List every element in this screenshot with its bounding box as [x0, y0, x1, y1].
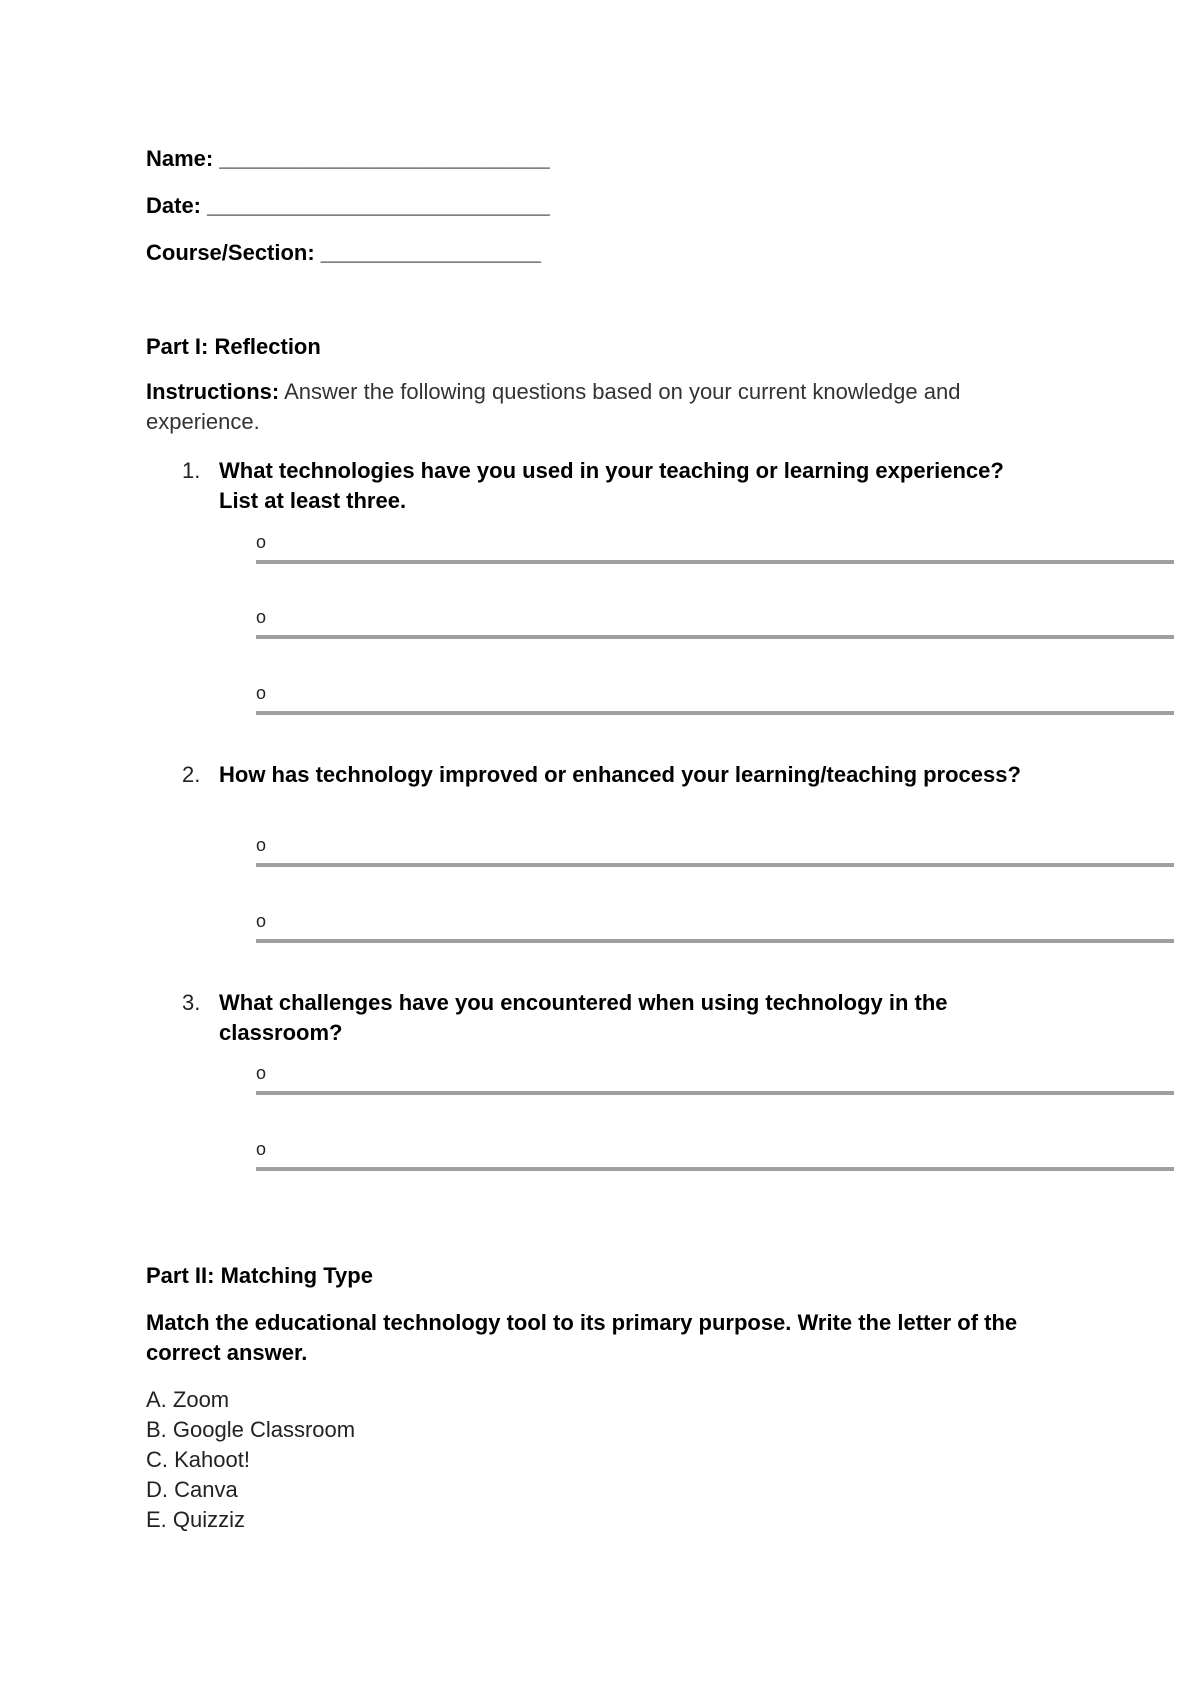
- bullet-marker: o: [256, 1063, 267, 1083]
- bullet-marker: o: [256, 911, 267, 931]
- answer-line-1-2[interactable]: [256, 607, 1174, 639]
- question-3-number: 3.: [182, 990, 201, 1015]
- answer-underline: [256, 1091, 1174, 1095]
- answer-line-3-1[interactable]: [256, 1063, 1174, 1095]
- question-1-number: 1.: [182, 458, 201, 483]
- part2-title: Part II: Matching Type: [146, 1263, 373, 1288]
- choice-c: C. Kahoot!: [146, 1447, 250, 1472]
- answer-line-2-2[interactable]: [256, 911, 1174, 943]
- bullet-marker: o: [256, 607, 267, 627]
- name-field-label: Name: ___________________________: [146, 146, 550, 171]
- date-field-label: Date: ____________________________: [146, 193, 550, 218]
- choice-a: A. Zoom: [146, 1387, 230, 1412]
- bullet-marker: o: [256, 532, 267, 552]
- part2-instructions: Match the educational technology tool to its primary purpose. Write the letter of the correct answer.: [146, 1310, 1018, 1365]
- answer-underline: [256, 711, 1174, 715]
- question-1-text: What technologies have you used in your teaching or learning experience? List at least three.: [219, 458, 1004, 513]
- question-3-text: What challenges have you encountered when using technology in the classroom?: [219, 990, 948, 1045]
- bullet-marker: o: [256, 683, 267, 703]
- answer-underline: [256, 560, 1174, 564]
- bullet-marker: o: [256, 835, 267, 855]
- answer-line-2-1[interactable]: [256, 835, 1174, 867]
- answer-line-3-2[interactable]: [256, 1139, 1174, 1171]
- answer-line-1-3[interactable]: [256, 683, 1174, 715]
- instructions-text: Answer the following questions based on your current knowledge and experience.: [146, 379, 961, 434]
- choice-b: B. Google Classroom: [146, 1417, 356, 1442]
- answer-underline: [256, 939, 1174, 943]
- answer-underline: [256, 1167, 1174, 1171]
- instructions-label: Instructions:: [146, 379, 280, 404]
- choice-d: D. Canva: [146, 1477, 238, 1502]
- bullet-marker: o: [256, 1139, 267, 1159]
- answer-underline: [256, 635, 1174, 639]
- choice-e: E. Quizziz: [146, 1507, 246, 1532]
- course-section-field-label: Course/Section: __________________: [146, 240, 542, 265]
- answer-underline: [256, 863, 1174, 867]
- part1-instructions: [146, 377, 1076, 437]
- answer-line-1-1[interactable]: [256, 532, 1174, 564]
- question-2-number: 2.: [182, 762, 201, 787]
- part1-title: Part I: Reflection: [146, 334, 321, 359]
- question-2-text: How has technology improved or enhanced your learning/teaching process?: [219, 762, 1021, 787]
